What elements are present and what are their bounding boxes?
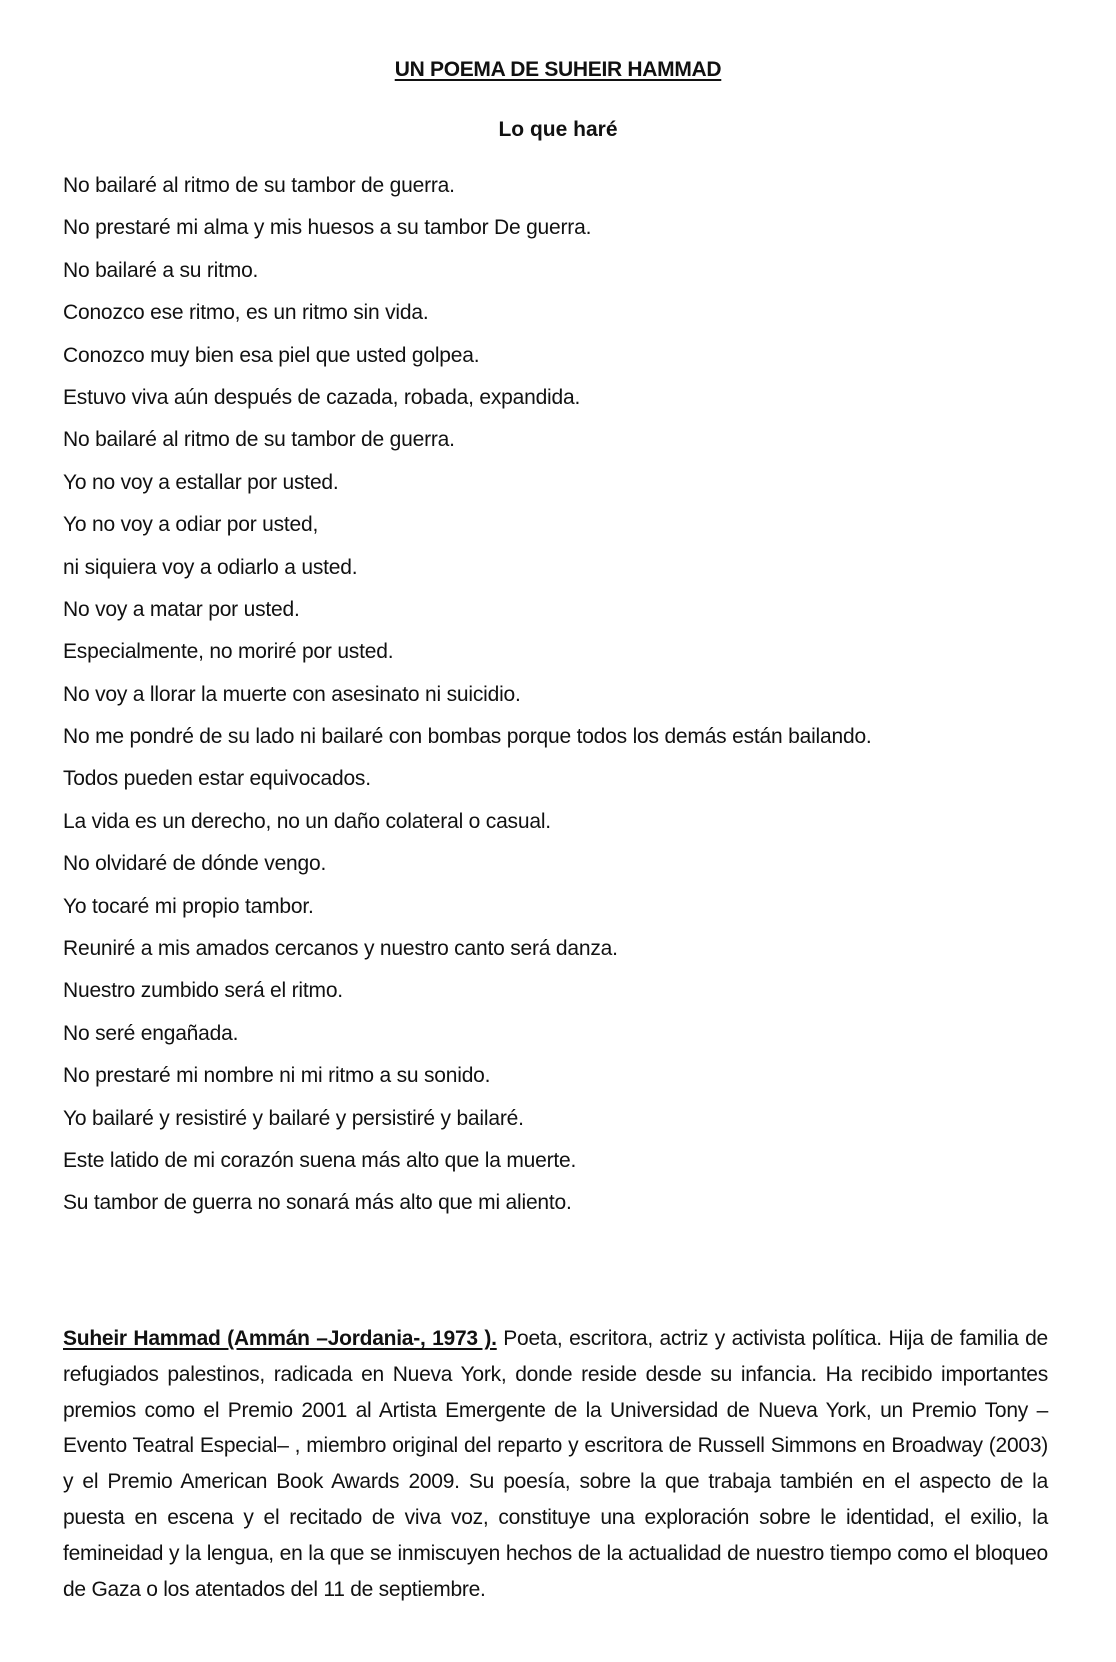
poem-line: Este latido de mi corazón suena más alto que la muerte. [63,1148,577,1172]
poem-line: La vida es un derecho, no un daño colateral o casual. [63,809,551,833]
poem-line: No bailaré al ritmo de su tambor de guerra. [63,428,455,452]
poem-line: No olvidaré de dónde vengo. [63,852,327,876]
poem-line: No bailaré a su ritmo. [63,258,259,282]
poem-line: Reuniré a mis amados cercanos y nuestro canto será danza. [63,937,618,961]
poem-line: Yo bailaré y resistiré y bailaré y persistiré y bailaré. [63,1106,524,1130]
poem-line: Especialmente, no moriré por usted. [63,640,394,664]
poem-line: Todos pueden estar equivocados. [63,767,371,791]
poem-line: No prestaré mi nombre ni mi ritmo a su sonido. [63,1064,491,1088]
poem-line: Yo no voy a odiar por usted, [63,513,319,537]
poem-line: No me pondré de su lado ni bailaré con bombas porque todos los demás están bailando. [63,725,872,749]
poem-line: Yo tocaré mi propio tambor. [63,894,314,918]
author-bio-text: Poeta, escritora, actriz y activista política. Hija de familia de refugiados palestinos, radicada en Nueva York, donde reside desde su infancia. Ha recibido importantes premios como el Premio 2001 al Artista Emergente de la Universidad de Nueva York, un Premio Tony –Evento Teatral Especial– , miembro original del reparto y escritora de Russell Simmons en Broadway (2003) y el Premio American Book Awards 2009. Su poesía, sobre la que trabaja también en el aspecto de la puesta en escena y el recitado de viva voz, constituye una exploración sobre le identidad, el exilio, la femineidad y la lengua, en la que se inmiscuyen hechos de la actualidad de nuestro tiempo como el bloqueo de Gaza o los atentados del 11 de septiembre. [63,1327,1048,1601]
poem-line: Nuestro zumbido será el ritmo. [63,979,343,1003]
poem-line: Conozco ese ritmo, es un ritmo sin vida. [63,301,429,325]
poem-line: No voy a llorar la muerte con asesinato ni suicidio. [63,682,521,706]
author-bio-heading: Suheir Hammad (Ammán –Jordania-, 1973 ). [63,1327,497,1350]
poem-line: No bailaré al ritmo de su tambor de guerra. [63,174,455,197]
poem-body [63,176,1063,1236]
poem-title: Lo que haré [498,118,618,141]
poem-line: Estuvo viva aún después de cazada, robada, expandida. [63,385,581,409]
poem-line: ni siquiera voy a odiarlo a usted. [63,555,358,579]
poem-line: Yo no voy a estallar por usted. [63,470,339,494]
poem-line: No voy a matar por usted. [63,597,300,621]
document-title: UN POEMA DE SUHEIR HAMMAD [394,58,722,81]
poem-line: Su tambor de guerra no sonará más alto que mi aliento. [63,1191,572,1215]
poem-line: No prestaré mi alma y mis huesos a su tambor De guerra. [63,216,592,240]
poem-line: No seré engañada. [63,1021,239,1045]
poem-line: Conozco muy bien esa piel que usted golpea. [63,343,480,367]
author-bio [63,1321,1048,1607]
